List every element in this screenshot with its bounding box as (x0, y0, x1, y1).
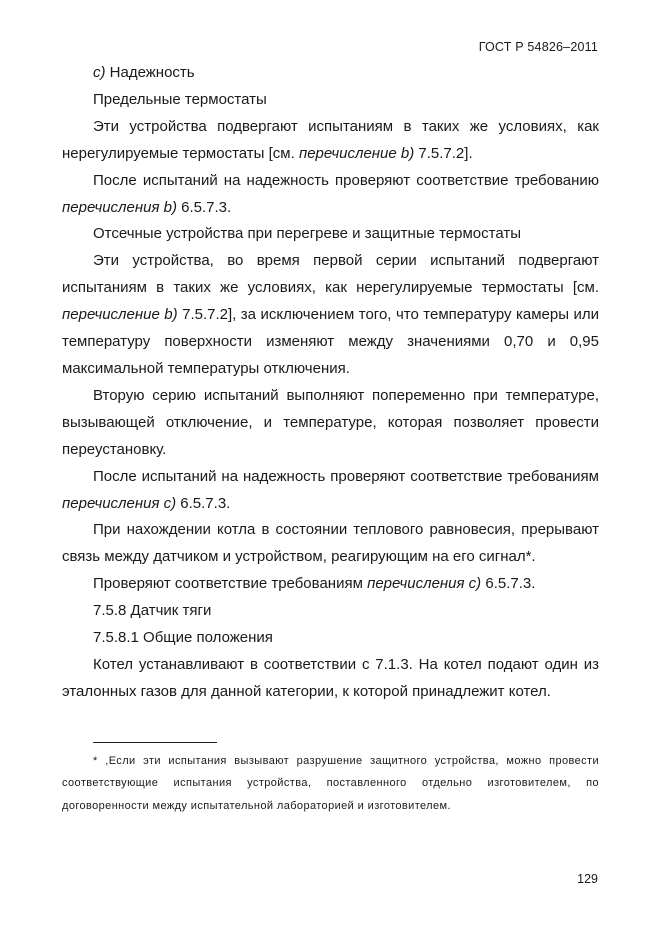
paragraph-5 (62, 464, 599, 518)
p7-text-a: Проверяют соответствие требованиям (93, 575, 368, 593)
subheading-limit-thermostats: Предельные термостаты (93, 90, 267, 108)
paragraph-3 (62, 248, 599, 383)
item-c-letter: с) (93, 64, 106, 81)
p5-text-b: 6.5.7.3. (176, 494, 231, 512)
p1-text-b: 7.5.7.2]. (414, 144, 473, 162)
footnote-separator (93, 742, 217, 743)
p7-text-b: 6.5.7.3. (481, 575, 536, 593)
p1-reference: перечисление b) (298, 144, 415, 162)
p5-text-a: После испытаний на надежность проверяют соответствие требованиям (93, 467, 599, 485)
p3-text-b: 7.5.7.2], за исключением того, что температуру камеры или температуру поверхности изменяют между значениями 0,70 и 0,95 максимальной температуры отключения. (62, 306, 600, 377)
footnote-block (62, 750, 599, 817)
item-c-title: Надежность (105, 64, 195, 81)
paragraph-2 (62, 168, 599, 222)
page-number: 129 (577, 872, 598, 886)
item-c-heading (62, 60, 599, 87)
section-heading-draught-sensor: 7.5.8 Датчик тяги (93, 602, 212, 620)
subsection-heading-general: 7.5.8.1 Общие положения (93, 629, 273, 647)
paragraph-1 (62, 114, 599, 168)
page-header (479, 40, 598, 54)
p1-text-a: Эти устройства подвергают испытаниям в таких же условиях, как нерегулируемые термостаты [см. (62, 117, 599, 162)
main-text (62, 60, 599, 706)
subheading-overheat-cutoff: Отсечные устройства при перегреве и защитные термостаты (93, 225, 522, 243)
p3-reference: перечисление b) (62, 306, 178, 324)
standard-designation: ГОСТ Р 54826–2011 (478, 40, 598, 54)
paragraph-7 (62, 571, 599, 598)
paragraph-8: Котел устанавливают в соответствии с 7.1.3. На котел подают один из эталонных газов для данной категории, к которой принадлежит котел. (62, 655, 599, 700)
paragraph-6: При нахождении котла в состоянии теплового равновесия, прерывают связь между датчиком и устройством, реагирующим на его сигнал*. (62, 521, 599, 566)
p5-reference: перечисления с) (62, 494, 177, 512)
footnote-text: * ,Если эти испытания вызывают разрушение защитного устройства, можно провести соответствующие испытания устройства, поставленного отдельно изготовителем, по договоренности между испытательной лабораторией и изготовителем. (62, 755, 599, 812)
p3-text-a: Эти устройства, во время первой серии испытаний подвергают испытаниям в таких же условиях, как нерегулируемые термостаты [см. (62, 252, 599, 297)
p2-text-a: После испытаний на надежность проверяют соответствие требованию (93, 171, 599, 189)
p2-text-b: 6.5.7.3. (176, 198, 232, 216)
p7-reference: перечисления с) (367, 575, 482, 593)
p2-reference: перечисления b) (62, 198, 177, 216)
paragraph-4: Вторую серию испытаний выполняют попеременно при температуре, вызывающей отключение, и температуре, которая позволяет провести переустановку. (62, 386, 599, 458)
